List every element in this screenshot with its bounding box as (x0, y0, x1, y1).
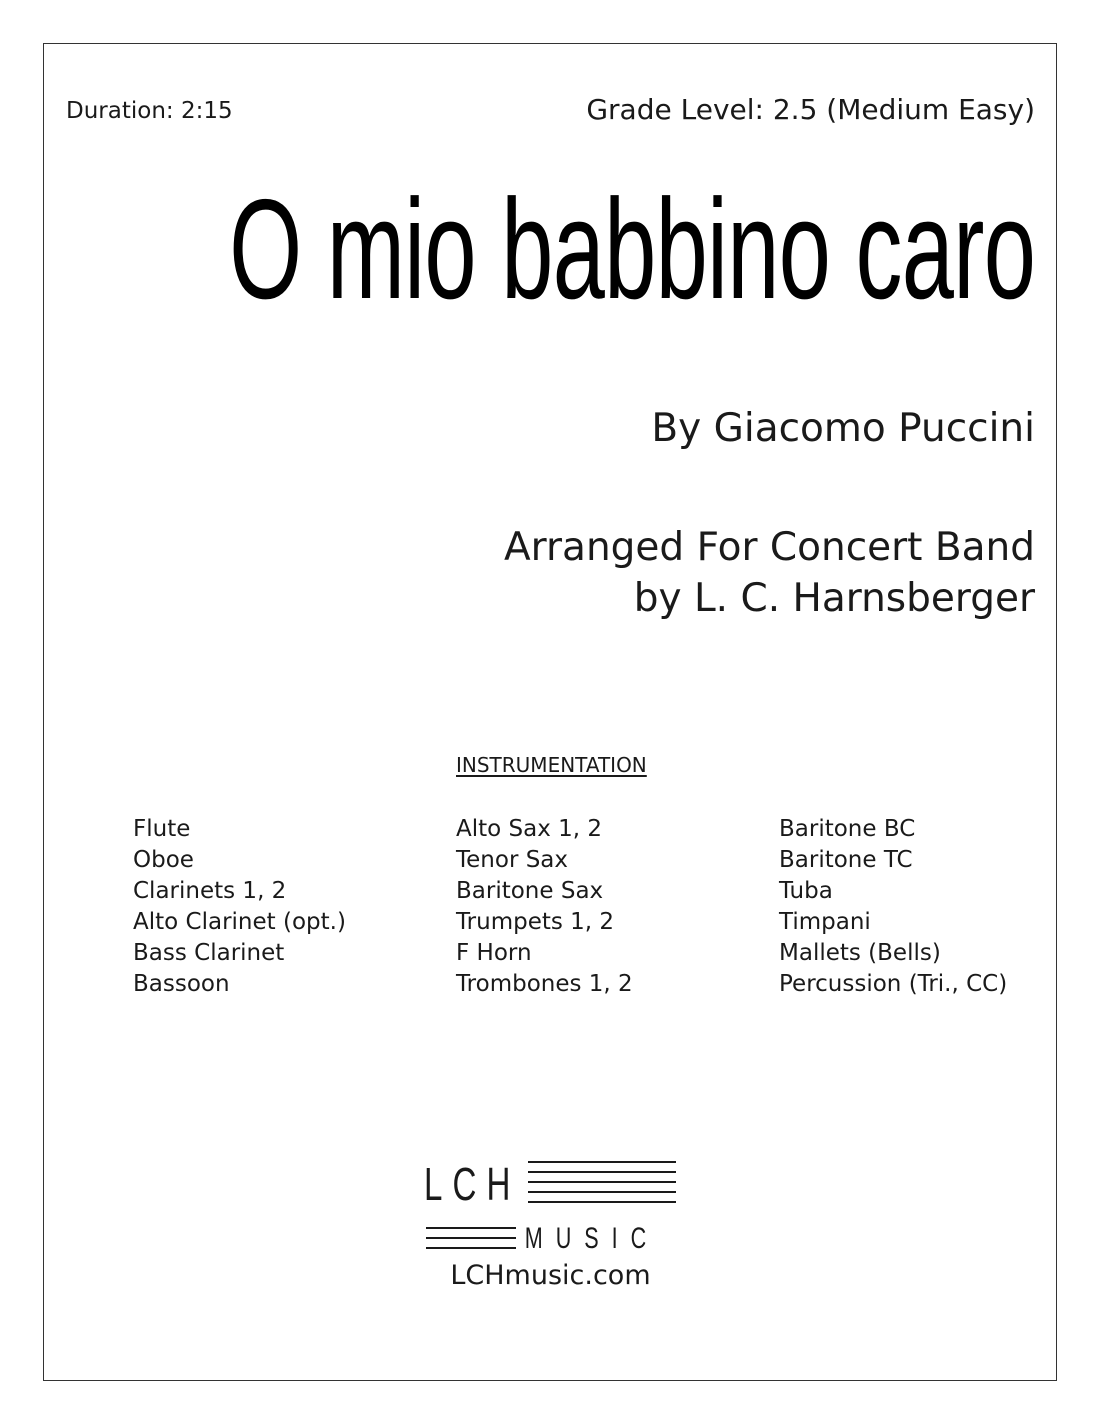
logo-bottom-text: MUSIC (524, 1220, 660, 1252)
website-url: LCHmusic.com (450, 1260, 651, 1291)
composer-credit: By Giacomo Puccini (651, 406, 1035, 451)
instrument-item: Tenor Sax (456, 847, 569, 873)
instrument-item: Alto Clarinet (opt.) (133, 909, 346, 935)
instrument-item: Baritone BC (779, 816, 916, 842)
instrument-item: Tuba (779, 878, 833, 904)
instrument-item: Baritone Sax (456, 878, 604, 904)
instrumentation-column-2 (456, 814, 633, 1000)
instrument-item: Bass Clarinet (133, 940, 285, 966)
instrument-item: Percussion (Tri., CC) (779, 971, 1008, 997)
instrument-item: Clarinets 1, 2 (133, 878, 287, 904)
instrument-item: Trumpets 1, 2 (456, 909, 615, 935)
arranger-line-2: by L. C. Harnsberger (633, 576, 1035, 621)
instrument-item: Timpani (779, 909, 871, 935)
instrument-item: Alto Sax 1, 2 (456, 816, 603, 842)
instrument-item: Flute (133, 816, 191, 842)
instrumentation-heading: INSTRUMENTATION (456, 753, 647, 777)
arranger-line-1: Arranged For Concert Band (503, 525, 1035, 570)
instrument-item: Oboe (133, 847, 194, 873)
logo-top-text: LCH (424, 1159, 521, 1211)
lch-music-logo (424, 1158, 678, 1252)
instrument-item: Baritone TC (779, 847, 913, 873)
duration-label: Duration: 2:15 (66, 98, 233, 124)
instrumentation-column-3 (779, 814, 1007, 1000)
instrument-item: F Horn (456, 940, 532, 966)
grade-level-label: Grade Level: 2.5 (Medium Easy) (586, 93, 1035, 126)
arranger-credit (504, 522, 1035, 624)
instrument-item: Trombones 1, 2 (456, 971, 633, 997)
instrumentation-column-1 (133, 814, 346, 1000)
instrument-item: Mallets (Bells) (779, 940, 941, 966)
page-title: O mio babbino caro (228, 170, 1035, 329)
instrument-item: Bassoon (133, 971, 230, 997)
